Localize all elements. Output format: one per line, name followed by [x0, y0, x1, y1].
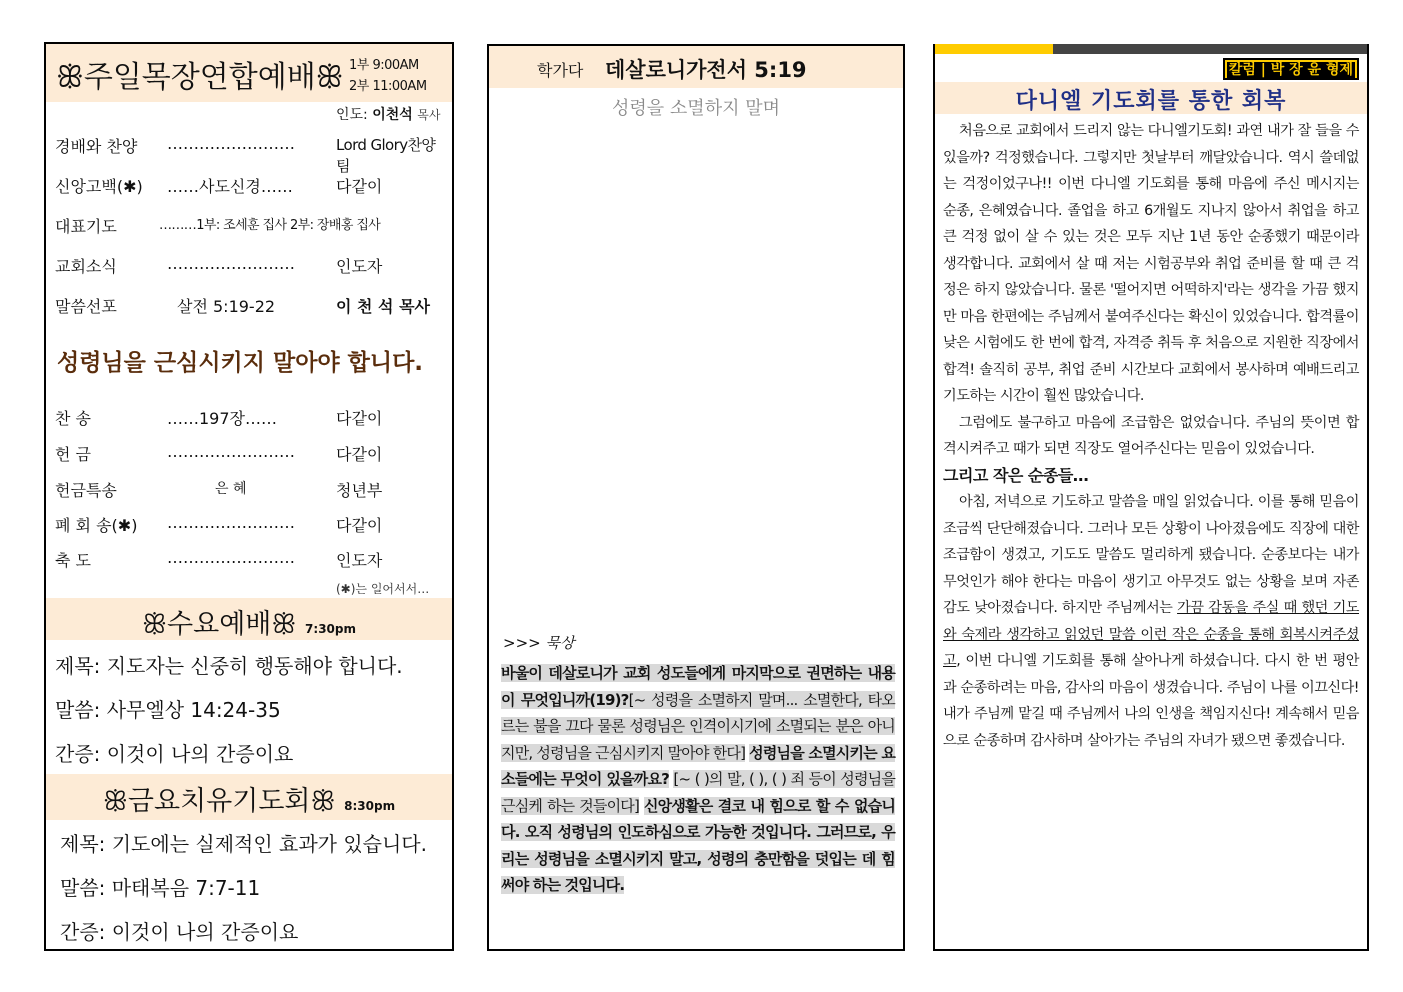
- top-bar-yellow: [935, 44, 1053, 54]
- leader-label: 인도:: [336, 107, 368, 123]
- column-tag-text: 칼럼 | 박 장 윤 형제: [1228, 62, 1353, 78]
- wednesday-scripture: 말씀: 사무엘상 14:24-35: [55, 698, 281, 722]
- order-detail: ……………………: [167, 134, 295, 153]
- column-title: 다니엘 기도회를 통한 회복: [1015, 89, 1287, 114]
- wednesday-testimony: 간증: 이것이 나의 간증이요: [55, 742, 294, 766]
- order-item: 말씀선포: [55, 297, 117, 316]
- order-detail: ………1부: 조세훈 집사 2부: 장배홍 집사: [159, 218, 381, 233]
- answer-2: [~ ( )의 말, ( ), ( ) 죄 등이 성령님을 근심케 하는 것들이다]: [501, 770, 896, 815]
- wednesday-time: 7:30pm: [305, 622, 356, 636]
- order-person: 이 천 석 목사: [336, 297, 430, 316]
- order-item: 대표기도: [55, 217, 117, 236]
- order-detail: 살전 5:19-22: [177, 297, 276, 316]
- order-row: [55, 478, 448, 502]
- column-paragraph-3: [943, 489, 1359, 754]
- wednesday-title-line: [46, 602, 452, 641]
- order-item: 신앙고백(✱): [55, 177, 143, 196]
- order-item: 축 도: [55, 551, 91, 570]
- order-row: [55, 174, 448, 198]
- order-person: 다같이: [336, 409, 383, 428]
- meditation-label: >>> 묵상: [503, 634, 575, 652]
- wednesday-title: ꕥ수요예배ꕥ: [142, 609, 297, 640]
- study-book: 데살로니가전서 5:19: [605, 58, 807, 82]
- order-item: 교회소식: [55, 257, 117, 276]
- order-person: 청년부: [336, 481, 383, 500]
- order-person: 인도자: [336, 257, 383, 276]
- order-row: [55, 134, 448, 175]
- column-subhead: 그리고 작은 순종들…: [943, 465, 1089, 485]
- wednesday-header: [46, 598, 452, 640]
- friday-scripture: 말씀: 마태복음 7:7-11: [60, 876, 261, 900]
- friday-testimony: 간증: 이것이 나의 간증이요: [60, 920, 299, 944]
- column-panel: [933, 44, 1369, 951]
- order-row: [55, 548, 448, 572]
- study-header: [489, 46, 903, 88]
- column-author-tag: [1223, 58, 1359, 80]
- conclusion: 신앙생활은 결코 내 힘으로 할 수 없습니다. 오직 성령님의 인도하심으로 가능한 것입니다. 그러므로, 우리는 성령님을 소멸시키지 말고, 성령의 충만함을 덧입는 데 힘써야 하는 것입니다.: [501, 796, 896, 894]
- standing-note: (✱)는 일어서서…: [336, 582, 430, 596]
- order-person: 다같이: [336, 445, 383, 464]
- column-paragraph-2: 그럼에도 불구하고 마음에 조급함은 없었습니다. 주님의 뜻이면 합격시켜주고 때가 되면 직장도 열어주신다는 믿음이 있었습니다.: [943, 414, 1359, 457]
- leader-role: 목사: [417, 108, 441, 122]
- order-detail: ……사도신경……: [167, 177, 293, 196]
- answer-1: [~ 성령을 소멸하지 말며... 소멸한다, 타오르는 불을 끄다 물론 성령님은 인격이시기에 소멸되는 분은 아니지만, 성령님을 근심시키지 말아야 한다]: [501, 690, 895, 762]
- order-detail: ……………………: [167, 548, 295, 567]
- bible-study-panel: [487, 44, 905, 951]
- order-detail: 은 혜: [215, 481, 247, 497]
- order-item: 헌 금: [55, 445, 91, 464]
- question-1: 바울이 데살로니가 교회 성도들에게 마지막으로 권면하는 내용이 무엇입니까(19)?: [501, 664, 895, 709]
- order-person: 인도자: [336, 551, 383, 570]
- question-2: 성령님을 소멸시키는 요소들에는 무엇이 있을까요?: [501, 743, 896, 788]
- sunday-header: [46, 44, 452, 102]
- study-prefix: 학가다: [537, 61, 584, 80]
- para3-end: , 이번 다니엘 기도회를 통해 살아나게 하셨습니다. 다시 한 번 평안과 순종하려는 마음, 감사의 마음이 생겼습니다. 주님이 나를 이끄신다! 내가 주님께 맡길 때 주님께서 나의 인생을 책임지신다! 계속해서 믿음으로 순종하며 감사하며 살아가는 주님의 자녀가 됐으면 좋겠습니다.: [943, 653, 1359, 749]
- friday-title-line: [46, 779, 452, 818]
- friday-title: ꕥ금요치유기도회ꕥ: [102, 786, 336, 817]
- order-detail: ……………………: [167, 513, 295, 532]
- order-row: [55, 406, 448, 430]
- order-row: [55, 294, 448, 318]
- order-person: Lord Glory찬양팀: [336, 136, 436, 175]
- order-row: [55, 214, 448, 238]
- column-top-bar: [935, 44, 1367, 54]
- order-person: 다같이: [336, 177, 383, 196]
- order-row: [55, 254, 448, 278]
- sunday-title: ꕥ주일목장연합예배ꕥ: [56, 60, 344, 95]
- leader-line: [336, 104, 440, 124]
- wednesday-subject: 제목: 지도자는 신중히 행동해야 합니다.: [55, 654, 403, 678]
- friday-subject: 제목: 기도에는 실제적인 효과가 있습니다.: [60, 832, 427, 856]
- leader-name: 이천석: [372, 107, 413, 123]
- order-item: 헌금특송: [55, 481, 117, 500]
- order-item: 폐 회 송(✱): [55, 516, 138, 535]
- study-verse: 성령을 소멸하지 말며: [612, 98, 780, 119]
- friday-time: 8:30pm: [344, 799, 396, 813]
- top-bar-dark: [1053, 44, 1367, 54]
- order-row: [55, 513, 448, 537]
- sermon-title: 성령님을 근심시키지 말아야 합니다.: [57, 350, 424, 376]
- order-person: 다같이: [336, 516, 383, 535]
- order-row: [55, 442, 448, 466]
- friday-header: [46, 774, 452, 820]
- meditation-body: [501, 660, 895, 899]
- worship-order-panel: [44, 42, 454, 951]
- order-detail: ……197장……: [167, 409, 277, 428]
- sunday-time-2: 2부 11:00AM: [349, 79, 427, 94]
- order-detail: ……………………: [167, 442, 295, 461]
- para3-start: 아침, 저녁으로 기도하고 말씀을 매일 읽었습니다. 이를 통해 믿음이 조금씩 단단해졌습니다. 그러나 모든 상황이 나아졌음에도 직장에 대한 조급함이 생겼고, 기도도 말씀도 멀리하게 됐습니다. 순종보다는 내가 무엇인가 해야 한다는 마음이 생기고 아무것도 없는 상황을 보며 자존감도 낮아졌습니다. 하지만 주님께서는: [943, 494, 1359, 616]
- order-item: 찬 송: [55, 409, 91, 428]
- column-body: [943, 118, 1359, 754]
- sunday-time-1: 1부 9:00AM: [349, 58, 419, 73]
- para3-underlined: 가끔 감동을 주실 때 했던 기도와 숙제라 생각하고 읽었던 말씀 이런 작은 순종을 통해 회복시켜주셨고: [943, 600, 1359, 669]
- column-paragraph-1: 처음으로 교회에서 드리지 않는 다니엘기도회! 과연 내가 잘 들을 수 있을까? 걱정했습니다. 그렇지만 첫날부터 깨달았습니다. 역시 쓸데없는 걱정이었구나!! 이번 다니엘 기도회를 통해 마음에 주신 메시지는 순종, 은혜였습니다. 졸업을 하고 6개월도 지나지 않아서 취업을 하고 큰 걱정 없이 살 수 있는 것은 모두 지난 1년 동안 순종했기 때문이라 생각합니다. 교회에서 살 때 저는 시험공부와 취업 준비를 할 때 큰 걱정은 하지 않았습니다. 물론 '떨어지면 어떡하지'라는 생각을 가끔 했지만 마음 한편에는 주님께서 붙여주신다는 확신이 있었습니다. 합격률이 낮은 시험에도 한 번에 합격, 자격증 취득 후 처음으로 지원한 직장에서 합격! 솔직히 공부, 취업 준비 시간보다 교회에서 봉사하며 예배드리고 기도하는 시간이 훨씬 많았습니다.: [943, 123, 1359, 404]
- order-detail: ……………………: [167, 254, 295, 273]
- order-item: 경배와 찬양: [55, 137, 138, 156]
